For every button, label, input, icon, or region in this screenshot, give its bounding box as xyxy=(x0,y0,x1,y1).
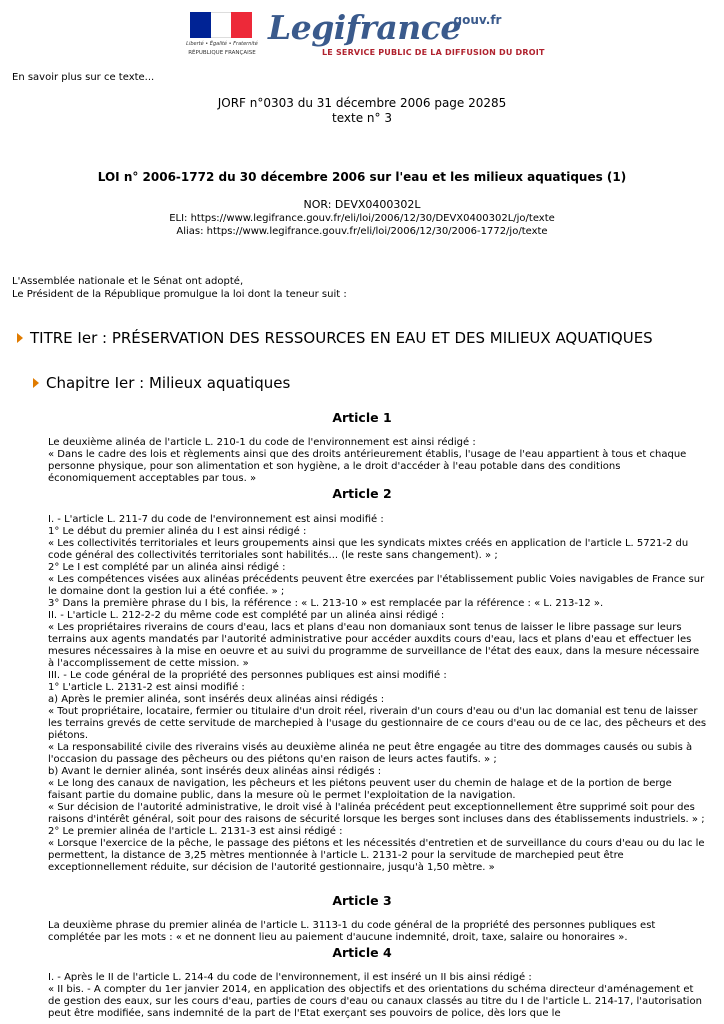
article-paragraph: « Tout propriétaire, locataire, fermier ou titulaire d'un droit réel, riverain d'un cours d'eau ou d'un lac domanial est tenu de laisser les terrains grevés de cette servitude de marchepied à l'usage du gestionnaire de ce cours d'eau ou de ce lac, des pêcheurs et des piétons. xyxy=(48,706,707,741)
intro-line: Le Président de la République promulgue la loi dont la teneur suit : xyxy=(12,289,347,300)
article-4-heading: Article 4 xyxy=(332,945,392,960)
jorf-line: JORF n°0303 du 31 décembre 2006 page 20285 xyxy=(217,96,507,110)
article-paragraph: « Les propriétaires riverains de cours d'eau, lacs et plans d'eau non domaniaux sont tenus de laisser le libre passage sur leurs terrains aux agents mandatés par l'autorité administrative pour accéder auxdits cours d'eau, lacs et plans d'eau et effectuer les mesures nécessaires à la mise en oeuvre et au suivi du programme de surveillance de l'état des eaux, dans la mesure nécessaire à l'accomplissement de cette mission. » xyxy=(48,622,700,669)
flag-white xyxy=(211,12,232,38)
chapitre-heading[interactable] xyxy=(33,374,290,392)
eli-links xyxy=(0,212,724,238)
domain-suffix: .gouv.fr xyxy=(449,13,502,27)
article-paragraph: « Les compétences visées aux alinéas précédents peuvent être exercées par l'établissement public Voies navigables de France sur le domaine dont la gestion lui a été confiée. » ; xyxy=(48,574,705,597)
article-paragraph: « La responsabilité civile des riverains visés au deuxième alinéa ne peut être engagée au titre des dommages causés ou subis à l'occasion du passage des pêcheurs ou des piétons qu'en raison de leurs actes fautifs. » ; xyxy=(48,742,693,765)
titre-label: TITRE Ier : PRÉSERVATION DES RESSOURCES EN EAU ET DES MILIEUX AQUATIQUES xyxy=(30,329,653,347)
jorf-reference xyxy=(0,96,724,126)
article-3-body xyxy=(48,920,708,944)
article-paragraph: « II bis. - A compter du 1er janvier 2014, en application des objectifs et des orientations du schéma directeur d'aménagement et de gestion des eaux, sur les cours d'eau, parties de cours d'eau ou canaux classés au titre du I de l'article L. 214-17, l'autorisation peut être modifiée, sans indemnité de la part de l'Etat exerçant ses pouvoirs de police, dès lors que le xyxy=(48,984,702,1019)
chapitre-label: Chapitre Ier : Milieux aquatiques xyxy=(46,374,291,392)
article-paragraph: I. - Après le II de l'article L. 214-4 du code de l'environnement, il est inséré un II bis ainsi rédigé : xyxy=(48,972,532,983)
article-paragraph: 2° Le I est complété par un alinéa ainsi rédigé : xyxy=(48,562,286,573)
article-paragraph: a) Après le premier alinéa, sont insérés deux alinéas ainsi rédigés : xyxy=(48,694,385,705)
tagline: LE SERVICE PUBLIC DE LA DIFFUSION DU DROIT xyxy=(322,48,545,57)
expand-arrow-icon xyxy=(33,378,39,388)
article-paragraph: « Les collectivités territoriales et leurs groupements ainsi que les syndicats mixtes créés en application de l'article L. 5721-2 du code général des collectivités territoriales sont habilités... (le reste sans changement). » ; xyxy=(48,538,689,561)
legifrance-header xyxy=(182,8,545,60)
flag-blue xyxy=(190,12,211,38)
article-1-heading: Article 1 xyxy=(332,410,392,425)
article-paragraph: La deuxième phrase du premier alinéa de l'article L. 3113-1 du code général de la propriété des personnes publiques est complétée par les mots : « et ne donnent lieu au paiement d'aucune indemnité, droit, taxe, salaire ou honoraires ». xyxy=(48,920,656,943)
article-3-heading: Article 3 xyxy=(332,893,392,908)
article-1-body xyxy=(48,437,708,485)
article-paragraph: 1° L'article L. 2131-2 est ainsi modifié : xyxy=(48,682,245,693)
article-paragraph: 3° Dans la première phrase du I bis, la référence : « L. 213-10 » est remplacée par la référence : « L. 213-12 ». xyxy=(48,598,604,609)
article-2-heading: Article 2 xyxy=(332,486,392,501)
republic-motto: Liberté • Égalité • Fraternité xyxy=(186,41,258,47)
republique-francaise-logo xyxy=(182,12,260,58)
nor-code: NOR: DEVX0400302L xyxy=(303,198,421,211)
intro-line: L'Assemblée nationale et le Sénat ont adopté, xyxy=(12,276,244,287)
titre-heading[interactable] xyxy=(17,329,653,347)
article-paragraph: I. - L'article L. 211-7 du code de l'environnement est ainsi modifié : xyxy=(48,514,384,525)
article-2-body xyxy=(48,514,708,874)
eli-url: ELI: https://www.legifrance.gouv.fr/eli/loi/2006/12/30/DEVX0400302L/jo/texte xyxy=(169,213,555,224)
article-paragraph: « Dans le cadre des lois et règlements ainsi que des droits antérieurement établis, l'usage de l'eau appartient à tous et chaque personne physique, pour son alimentation et son hygiène, a le droit d'accéder à l'eau potable dans des conditions économiquement acceptables par tous. » xyxy=(48,449,687,484)
law-title: LOI n° 2006-1772 du 30 décembre 2006 sur l'eau et les milieux aquatiques (1) xyxy=(97,170,627,184)
article-paragraph: II. - L'article L. 212-2-2 du même code est complété par un alinéa ainsi rédigé : xyxy=(48,610,445,621)
article-paragraph: III. - Le code général de la propriété des personnes publiques est ainsi modifié : xyxy=(48,670,447,681)
expand-arrow-icon xyxy=(17,333,23,343)
article-paragraph: 2° Le premier alinéa de l'article L. 2131-3 est ainsi rédigé : xyxy=(48,826,343,837)
article-paragraph: « Sur décision de l'autorité administrative, le droit visé à l'alinéa précédent peut exceptionnellement être supprimé soit pour des raisons d'intérêt général, soit pour des raisons de sécurité lorsque les berges sont incluses dans des établissements industriels. » ; xyxy=(48,802,705,825)
alias-url: Alias: https://www.legifrance.gouv.fr/eli/loi/2006/12/30/2006-1772/jo/texte xyxy=(176,226,548,237)
article-4-body xyxy=(48,972,708,1020)
republic-name: RÉPUBLIQUE FRANÇAISE xyxy=(188,50,256,56)
promulgation-intro xyxy=(12,275,347,301)
article-paragraph: « Lorsque l'exercice de la pêche, le passage des piétons et les nécessités d'entretien et de surveillance du cours d'eau ou du lac le permettent, la distance de 3,25 mètres mentionnée à l'article L. 2131-2 pour la servitude de marchepied peut être exceptionnellement réduite, sur décision de l'autorité gestionnaire, jusqu'à 1,50 mètre. » xyxy=(48,838,705,873)
article-paragraph: b) Avant le dernier alinéa, sont insérés deux alinéas ainsi rédigés : xyxy=(48,766,382,777)
article-paragraph: 1° Le début du premier alinéa du I est ainsi rédigé : xyxy=(48,526,307,537)
text-number: texte n° 3 xyxy=(332,111,392,125)
more-info-link[interactable]: En savoir plus sur ce texte... xyxy=(12,72,155,83)
french-flag-icon xyxy=(190,12,252,38)
article-paragraph: « Le long des canaux de navigation, les pêcheurs et les piétons peuvent user du chemin de halage et de la portion de berge faisant partie du domaine public, dans la mesure où le permet l'exploitation de la navigation. xyxy=(48,778,672,801)
legifrance-logo[interactable]: Legifrance xyxy=(268,8,461,47)
flag-red xyxy=(231,12,252,38)
article-paragraph: Le deuxième alinéa de l'article L. 210-1 du code de l'environnement est ainsi rédigé : xyxy=(48,437,476,448)
